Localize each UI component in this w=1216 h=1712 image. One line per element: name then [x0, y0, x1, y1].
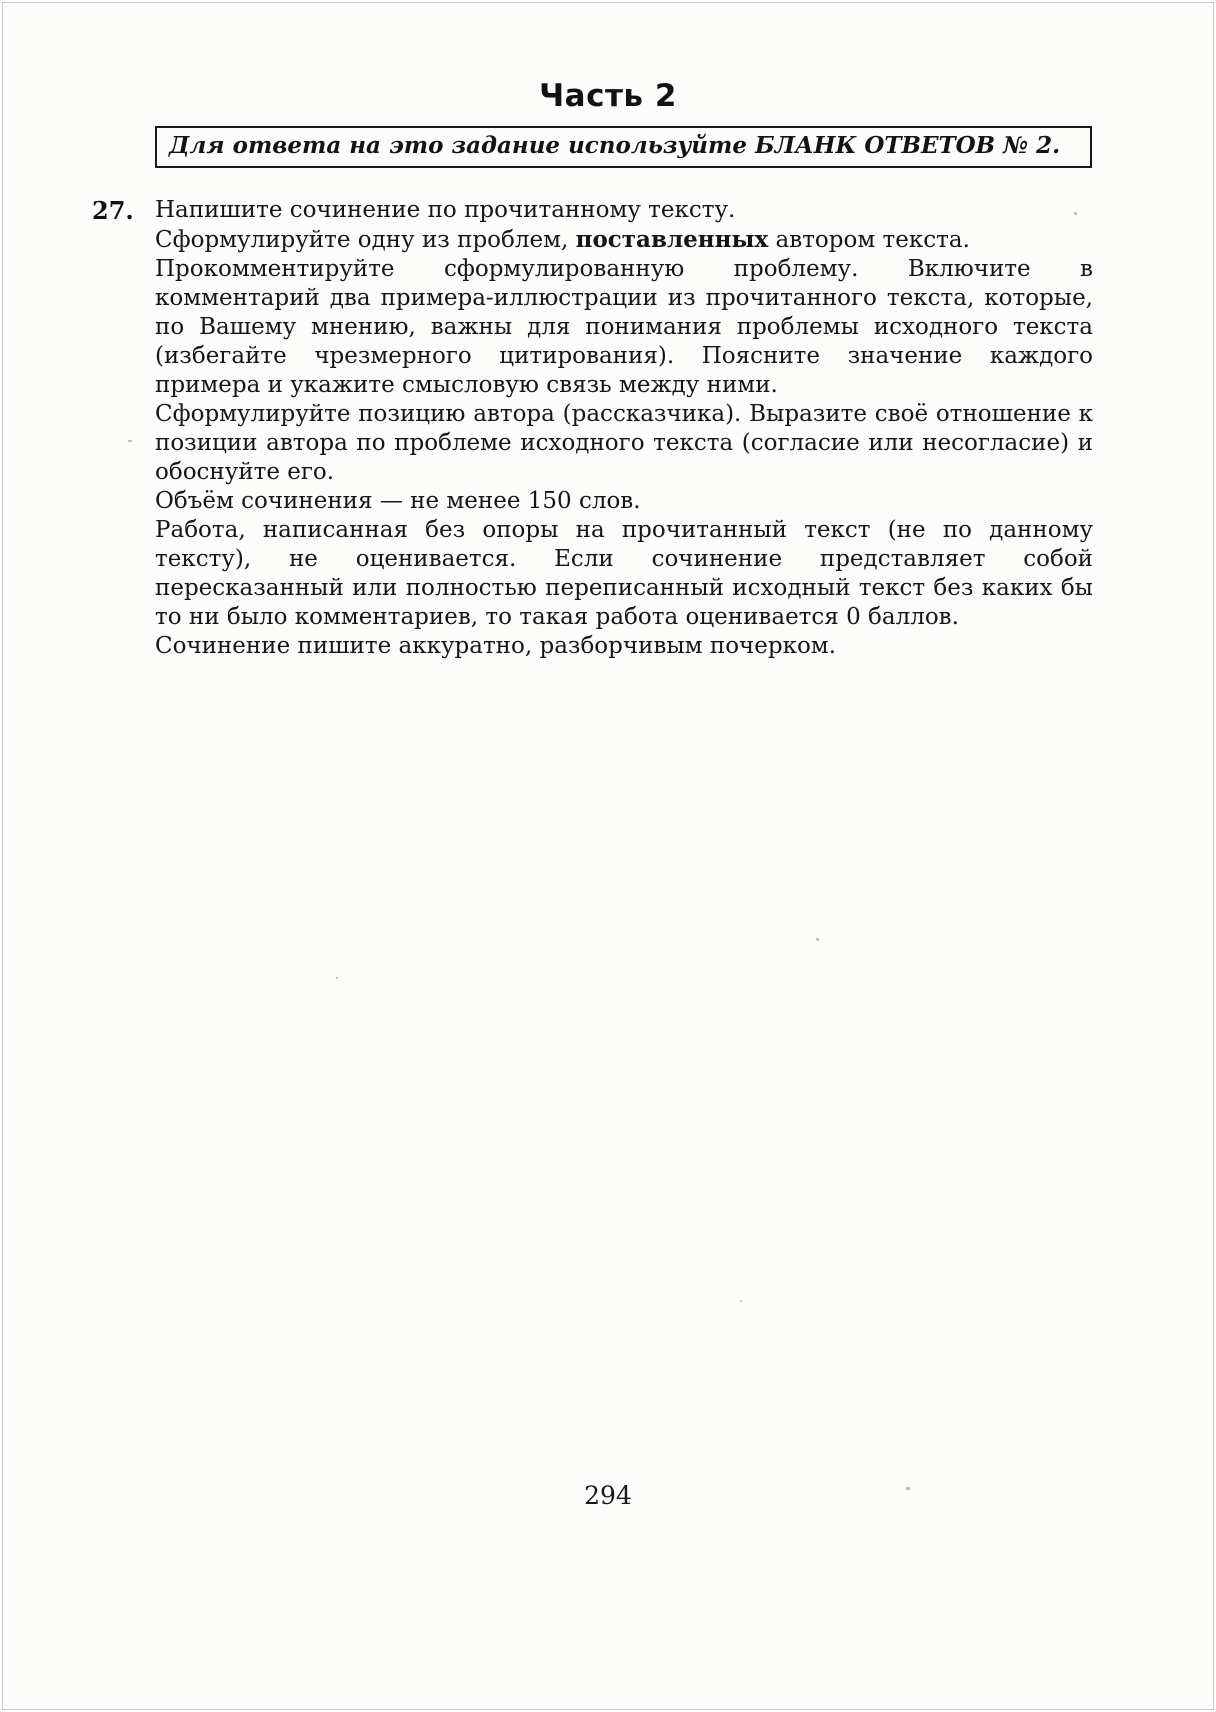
- task-paragraph-3: Прокомментируйте сформулированную проблему. Включите в комментарий два примера-иллюстрации из прочитанного текста, которые, по Вашему мнению, важны для понимания проблемы исходного текста (избегайте чрезмерного цитирования). Поясните значение каждого примера и укажите смысловую связь между ними.: [155, 256, 1093, 398]
- task-paragraph-2-bold-word: поставленных: [575, 226, 769, 253]
- task-body: [155, 196, 1093, 661]
- task-paragraph-7: Сочинение пишите аккуратно, разборчивым почерком.: [155, 633, 837, 659]
- scan-speck: [128, 440, 132, 442]
- scan-speck: [336, 977, 338, 979]
- scan-speck: [740, 1300, 742, 1302]
- page-number: 294: [584, 1481, 632, 1510]
- task-paragraph-2-text-post: автором текста.: [768, 227, 970, 253]
- part-heading: Часть 2: [539, 78, 677, 114]
- scan-speck: [816, 938, 819, 941]
- task-paragraph-5: Объём сочинения — не менее 150 слов.: [155, 488, 641, 514]
- task-paragraph-1: Напишите сочинение по прочитанному тексту.: [155, 197, 736, 223]
- task-paragraph-2-text-pre: Сформулируйте одну из проблем,: [155, 227, 576, 253]
- task-number: 27.: [92, 196, 134, 225]
- task-paragraph-2: [155, 225, 1093, 255]
- answer-sheet-instruction-box: [155, 126, 1092, 168]
- task-paragraph-4: Сформулируйте позицию автора (рассказчика). Выразите своё отношение к позиции автора по проблеме исходного текста (согласие или несогласие) и обоснуйте его.: [155, 401, 1093, 485]
- scan-speck: [1074, 212, 1077, 215]
- answer-sheet-instruction-text: Для ответа на это задание используйте БЛАНК ОТВЕТОВ № 2.: [169, 132, 1061, 159]
- scan-speck: [906, 1487, 910, 1490]
- task-paragraph-6: Работа, написанная без опоры на прочитанный текст (не по данному тексту), не оценивается. Если сочинение представляет собой пересказанный или полностью переписанный исходный текст без каких бы то ни было комментариев, то такая работа оценивается 0 баллов.: [155, 517, 1093, 630]
